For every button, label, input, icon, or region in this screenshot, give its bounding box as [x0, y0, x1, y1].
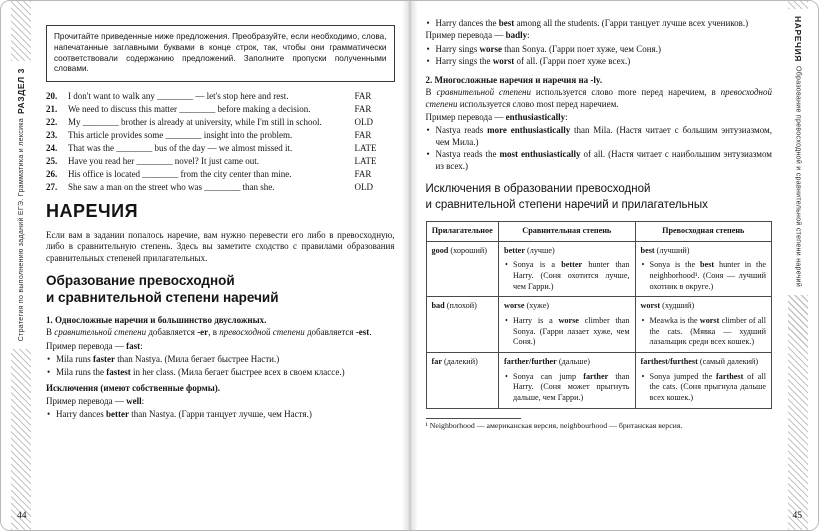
- superlative-form: worst (худший): [640, 301, 695, 311]
- superlative-cell: [635, 241, 771, 297]
- exercise-keyword: FAR: [354, 130, 372, 141]
- page-number-left: 44: [17, 511, 27, 521]
- exercise-row: [46, 130, 395, 141]
- rule-2-text: В сравнительной степени используется слово more перед наречием, в превосходной степени используется слово most перед наречием.: [425, 87, 772, 109]
- section-tab-label: РАЗДЕЛ 3: [16, 68, 26, 114]
- task-instruction-box: Прочитайте приведенные ниже предложения. Преобразуйте, если необходимо, слова, напечатанные заглавными буквами в конце строк, так, чтобы они грамматически соответствовали содержанию предложений. Заполните пропуски полученными словами.: [46, 25, 395, 82]
- superlative-form: farthest/furthest (самый далекий): [640, 357, 759, 366]
- comparative-cell: [499, 353, 635, 409]
- exercise-text: That was the ________ bus of the day — we almost missed it.: [68, 143, 293, 153]
- example-bullet: • Nastya reads the most enthusiastically of all. (Настя читает с наибольшим энтузиазмом из всех.): [426, 149, 773, 172]
- exercise-keyword: FAR: [354, 104, 372, 115]
- adjective-cell: far (далекий): [426, 353, 499, 409]
- comparative-cell: [499, 241, 635, 297]
- comparative-example: • Sonya is a better hunter than Harry. (Соня охотится лучше, чем Гарри.): [504, 260, 629, 292]
- adjective-cell: bad (плохой): [426, 297, 499, 353]
- superlative-example: • Meawka is the worst climber of all the cats. (Мявка — худший лазальщик среди всех кошек.): [641, 316, 766, 348]
- exercise-number: 23.: [46, 130, 58, 141]
- hatch-pattern-bottom: [788, 295, 808, 530]
- exercise-text: We need to discuss this matter ________ before making a decision.: [68, 104, 311, 115]
- exercise-number: 26.: [46, 168, 58, 179]
- exercise-number: 21.: [46, 104, 58, 115]
- example-well-label: Пример перевода — well:: [46, 395, 145, 406]
- exercise-text: Have you read her ________ novel? It just came out.: [68, 155, 259, 166]
- example-bullet: • Mila runs faster than Nastya. (Мила бегает быстрее Насти.): [46, 354, 395, 365]
- example-bullet: • Harry dances the best among all the students. (Гарри танцует лучше всех учеников.): [426, 18, 773, 29]
- exercise-number: 22.: [46, 117, 58, 128]
- comparative-form: better (лучше): [504, 245, 555, 255]
- right-edge-strip: [785, 1, 811, 530]
- exceptions-section-heading: Исключения в образовании превосходной и сравнительной степени наречий и прилагательных: [425, 183, 708, 211]
- exercise-number: 24.: [46, 143, 58, 153]
- example-bullet: • Harry sings worse than Sonya. (Гарри поет хуже, чем Соня.): [426, 44, 773, 55]
- page-number-right: 45: [792, 511, 802, 521]
- exercise-row: [46, 91, 395, 102]
- column-header-adjective: Прилагательное: [426, 222, 499, 242]
- example-fast-label: Пример перевода — fast:: [46, 340, 143, 351]
- exercise-row: [46, 104, 395, 115]
- exercise-number: 27.: [46, 181, 58, 192]
- hatch-pattern-bottom: [11, 349, 31, 530]
- exercise-keyword: OLD: [354, 181, 373, 192]
- exercise-text: She saw a man on the street who was ________ than she.: [68, 181, 275, 192]
- exercise-row: [46, 143, 395, 154]
- rule-1-title: 1. Односложные наречия и большинство двусложных.: [46, 315, 267, 326]
- comparative-form: farther/further (дальше): [504, 357, 590, 366]
- rule-2-title: 2. Многосложные наречия и наречия на -ly.: [425, 74, 603, 85]
- exercise-row: [46, 182, 395, 193]
- comparative-example: • Sonya can jump farther than Harry. (Соня может прыгнуть дальше, чем Гарри.): [504, 372, 629, 404]
- adjective-cell: good (хороший): [426, 241, 499, 297]
- exercise-text: My ________ brother is already at university, while I'm still in school.: [68, 117, 322, 128]
- example-enthusiastically-label: Пример перевода — enthusiastically:: [425, 111, 568, 122]
- column-header-comparative: Сравнительная степень: [499, 222, 635, 242]
- superlative-form: best (лучший): [640, 245, 690, 255]
- hatch-pattern-top: [11, 1, 31, 61]
- superlative-cell: [635, 297, 771, 353]
- left-page-content: [46, 25, 395, 421]
- rule-1-text: В сравнительной степени добавляется -er, в превосходной степени добавляется -est.: [46, 327, 372, 338]
- example-bullet: • Nastya reads more enthusiastically than Mila. (Настя читает с большим энтузиазмом, чем Мила.): [426, 125, 773, 148]
- exercise-row: [46, 117, 395, 128]
- exercise-row: [46, 169, 395, 180]
- right-page-content: [426, 17, 773, 431]
- example-badly-label: Пример перевода — badly:: [425, 30, 530, 41]
- table-row: [426, 353, 772, 409]
- table-row: [426, 297, 772, 353]
- subsection-title: Образование превосходной и сравнительной степени наречий: [46, 273, 279, 306]
- exercise-text: This article provides some ________ insight into the problem.: [68, 130, 293, 141]
- page-left: [1, 1, 410, 530]
- example-bullet: • Harry dances better than Nastya. (Гарри танцует лучше, чем Настя.): [46, 409, 395, 420]
- exercise-text: I don't want to walk any ________ — let's stop here and rest.: [68, 91, 289, 102]
- section-tab-caption: Стратегия по выполнению заданий ЕГЭ. Грамматика и лексика: [17, 117, 25, 342]
- column-header-superlative: Превосходная степень: [635, 222, 771, 242]
- superlative-example: • Sonya is the best hunter in the neighborhood¹. (Соня — лучший охотник в округе.): [641, 260, 766, 292]
- superlative-example: • Sonya jumped the farthest of all the cats. (Соня прыгнула дальше всех кошек.): [641, 372, 766, 404]
- exercise-number: 25.: [46, 155, 58, 166]
- exercise-keyword: OLD: [354, 117, 373, 128]
- superlative-cell: [635, 353, 771, 409]
- exercise-text: His office is located ________ from the city center than mine.: [68, 168, 292, 179]
- exercise-number: 20.: [46, 91, 58, 102]
- chapter-tab-label: НАРЕЧИЯ: [793, 16, 803, 63]
- hatch-pattern-top: [788, 1, 808, 9]
- page-gutter: [402, 1, 418, 530]
- intro-paragraph: Если вам в задании попалось наречие, вам нужно перевести его либо в превосходную, либо в сравнительную степень. Здесь вы заметите сходство с правилами образования сравнительных степеней прилагательных.: [46, 230, 395, 263]
- page-title: НАРЕЧИЯ: [46, 201, 139, 222]
- exceptions-title: Исключения (имеют собственные формы).: [46, 383, 220, 394]
- table-header-row: [426, 222, 772, 242]
- comparative-example: • Harry is a worse climber than Sonya. (Гарри лазает хуже, чем Соня.): [504, 316, 629, 348]
- page-right: [410, 1, 819, 530]
- exceptions-table: [426, 221, 773, 409]
- exercise-list: [46, 91, 395, 193]
- footnote-divider: [426, 418, 521, 419]
- chapter-tab-caption: Образование превосходной и сравнительной степени наречий: [794, 66, 802, 288]
- exercise-keyword: LATE: [354, 155, 377, 166]
- example-bullet: • Harry sings the worst of all. (Гарри поет хуже всех.): [426, 56, 773, 67]
- exercise-keyword: FAR: [354, 168, 372, 179]
- exercise-row: [46, 156, 395, 167]
- footnote-text: ¹ Neighborhood — американская версия, neighbourhood — британская версия.: [425, 420, 683, 430]
- table-row: [426, 241, 772, 297]
- comparative-cell: [499, 297, 635, 353]
- exercise-keyword: LATE: [354, 143, 377, 153]
- example-bullet: • Mila runs the fastest in her class. (Мила бегает быстрее всех в своем классе.): [46, 367, 395, 378]
- left-edge-strip: [8, 1, 34, 530]
- comparative-form: worse (хуже): [504, 301, 549, 311]
- exercise-keyword: FAR: [354, 91, 372, 102]
